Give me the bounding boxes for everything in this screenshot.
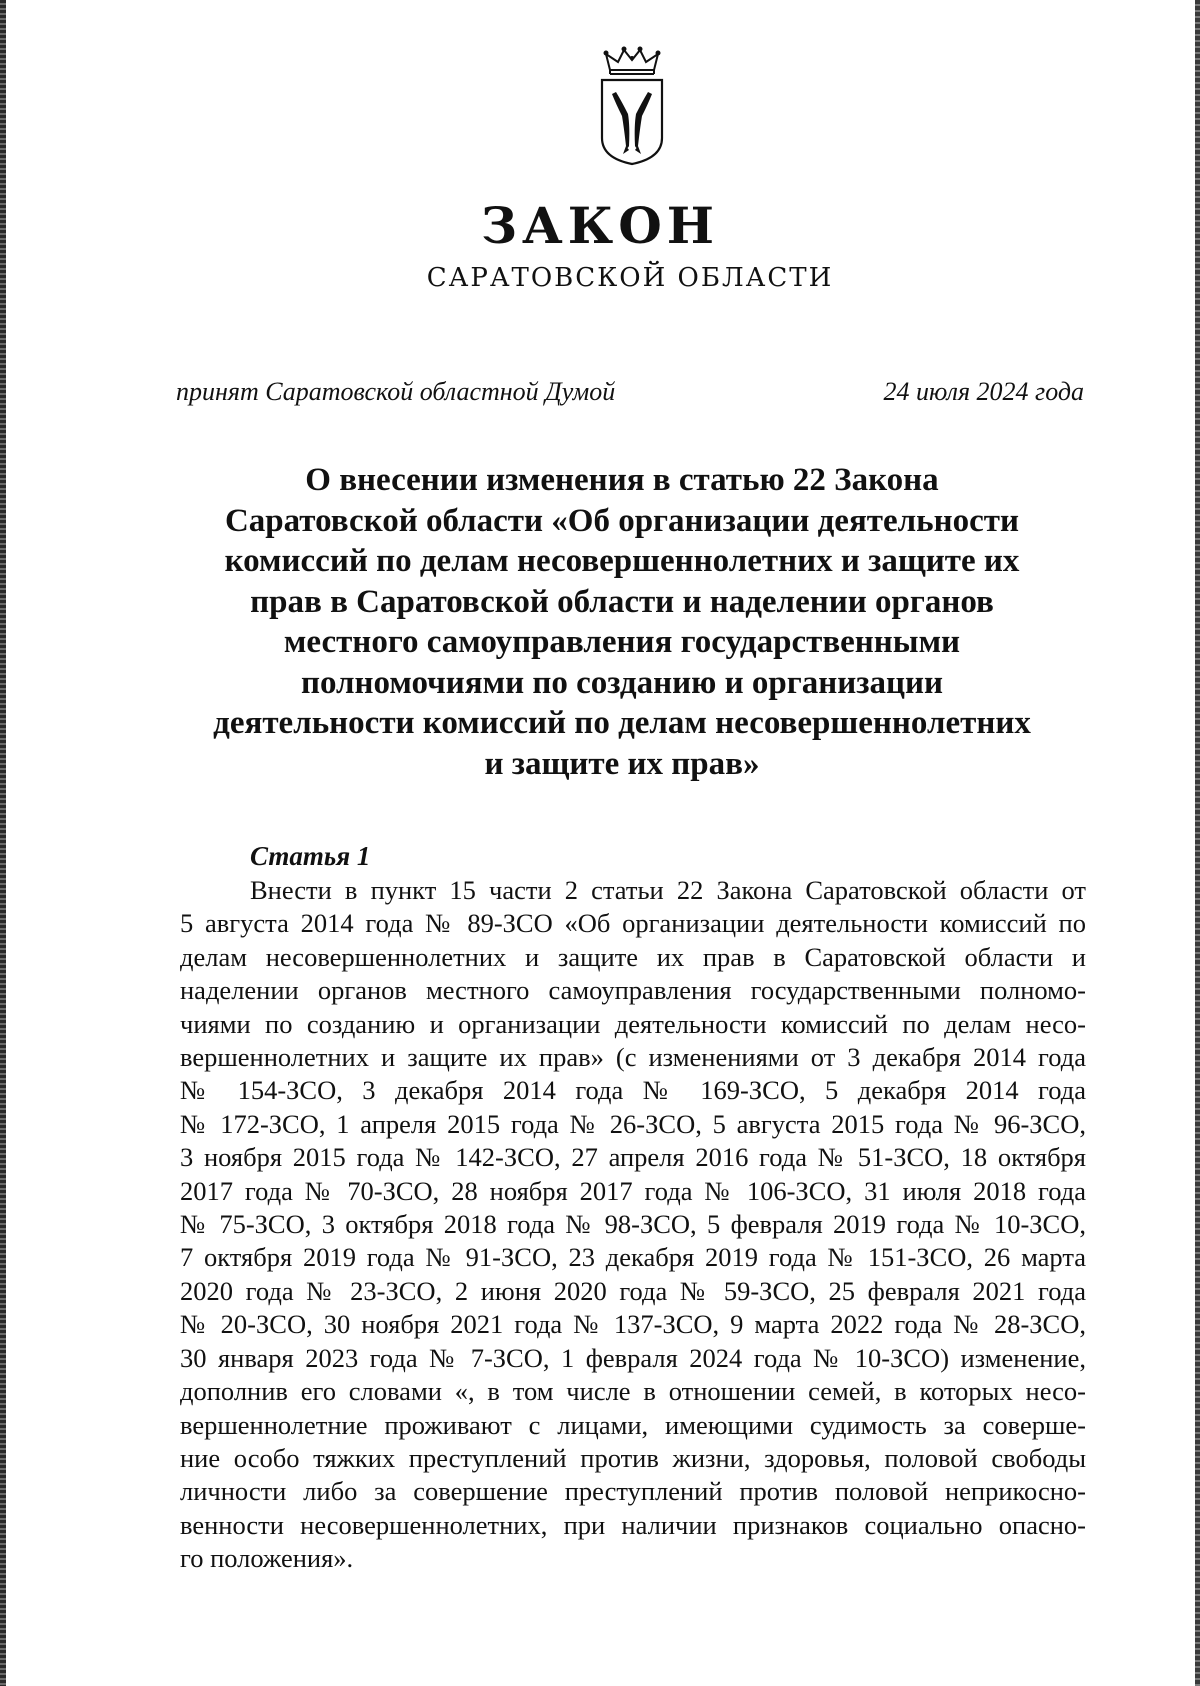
law-title-line: местного самоуправления государственными	[283, 624, 961, 660]
article-body-line: чиями по созданию и организации деятельности комиссий по делам несо-	[180, 1008, 1086, 1039]
law-title	[160, 460, 1084, 784]
law-title-line: прав в Саратовской области и наделении органов	[250, 583, 994, 620]
article-body-line: № 172-ЗСО, 1 апреля 2015 года № 26-ЗСО, 5 августа 2015 года № 96-ЗСО,	[180, 1108, 1086, 1139]
article-body-line: № 154-ЗСО, 3 декабря 2014 года № 169-ЗСО, 5 декабря 2014 года	[180, 1075, 1086, 1106]
article-body-line: делам несовершеннолетних и защите их прав в Саратовской области и	[180, 941, 1086, 972]
article-body-line: 5 августа 2014 года № 89-ЗСО «Об организации деятельности комиссий по	[180, 908, 1086, 939]
article-body-line: 2017 года № 70-ЗСО, 28 ноября 2017 года № 106-ЗСО, 31 июля 2018 года	[180, 1175, 1086, 1206]
article-body-line: № 75-ЗСО, 3 октября 2018 года № 98-ЗСО, 5 февраля 2019 года № 10-ЗСО,	[180, 1209, 1086, 1240]
article-body	[180, 874, 1086, 1576]
article-body-line: го положения».	[180, 1543, 354, 1574]
law-title-line: О внесении изменения в статью 22 Закона	[305, 462, 939, 498]
article-heading: Статья 1	[250, 841, 371, 871]
article-body-line: наделении органов местного самоуправления государственными полномо-	[180, 975, 1086, 1006]
saratov-coat-of-arms-icon	[596, 46, 668, 168]
article-body-line: вершеннолетние проживают с лицами, имеющими судимость за соверше-	[180, 1409, 1086, 1440]
law-title-line: деятельности комиссий по делам несовершеннолетних	[213, 705, 1031, 741]
region-heading: САРАТОВСКОЙ ОБЛАСТИ	[426, 263, 834, 293]
article-body-line: 2020 года № 23-ЗСО, 2 июня 2020 года № 59-ЗСО, 25 февраля 2021 года	[180, 1275, 1086, 1306]
article-body-line: личности либо за совершение преступлений против половой неприкосно-	[180, 1476, 1086, 1507]
law-title-line: комиссий по делам несовершеннолетних и защите их	[224, 543, 1020, 579]
article-body-line: дополнив его словами «, в том числе в отношении семей, в которых несо-	[180, 1376, 1086, 1407]
adoption-date: 24 июля 2024 года	[883, 377, 1084, 406]
article-body-line: Внести в пункт 15 части 2 статьи 22 Закона Саратовской области от	[250, 875, 1086, 905]
article-body-line: 7 октября 2019 года № 91-ЗСО, 23 декабря 2019 года № 151-ЗСО, 26 марта	[180, 1242, 1086, 1273]
article-body-line: 30 января 2023 года № 7-ЗСО, 1 февраля 2024 года № 10-ЗСО) изменение,	[180, 1342, 1086, 1373]
article-body-line: ние особо тяжких преступлений против жизни, здоровья, половой свободы	[180, 1442, 1086, 1473]
article-body-line: № 20-ЗСО, 30 ноября 2021 года № 137-ЗСО, 9 марта 2022 года № 28-ЗСО,	[180, 1309, 1086, 1340]
article-body-line: 3 ноября 2015 года № 142-ЗСО, 27 апреля 2016 года № 51-ЗСО, 18 октября	[180, 1142, 1086, 1173]
law-title-line: и защите их прав»	[484, 745, 760, 782]
adoption-statement: принят Саратовской областной Думой	[176, 377, 616, 406]
article-body-line: венности несовершеннолетних, при наличии признаков социально опасно-	[180, 1509, 1086, 1540]
law-title-line: полномочиями по созданию и организации	[300, 664, 944, 701]
law-title-line: Саратовской области «Об организации деятельности	[224, 502, 1020, 539]
article-body-line: вершеннолетних и защите их прав» (с изменениями от 3 декабря 2014 года	[180, 1042, 1086, 1073]
document-type-heading: ЗАКОН	[480, 196, 720, 255]
